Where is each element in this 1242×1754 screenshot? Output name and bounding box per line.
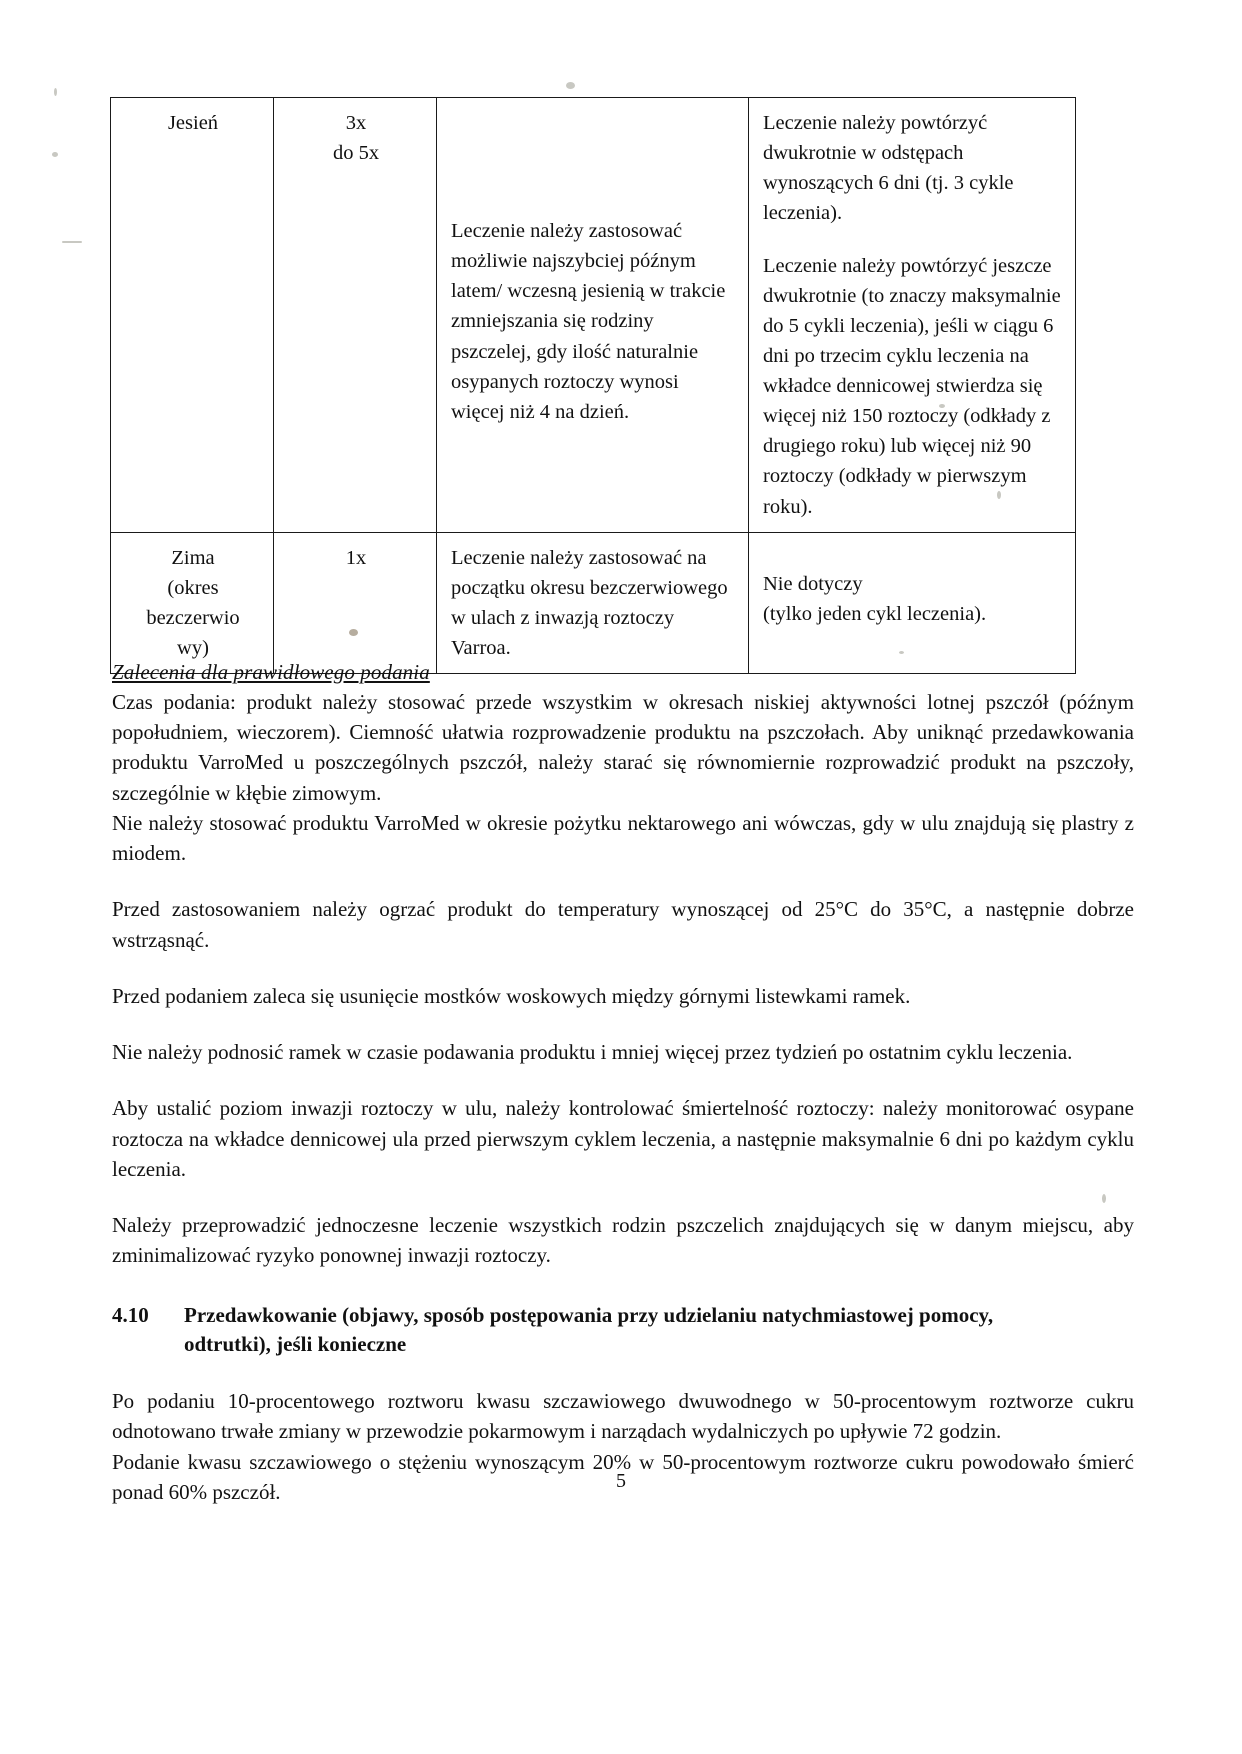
cell-repetition-winter xyxy=(749,532,1076,674)
season-line-4: wy) xyxy=(177,637,209,659)
table-row xyxy=(111,98,1076,533)
dosing-schedule-table xyxy=(110,97,1076,674)
table-row xyxy=(111,532,1076,674)
paragraph-overdose-2: Podanie kwasu szczawiowego o stężeniu wynoszącym 20% w 50-procentowym roztworze cukru powodowało śmierć ponad 60% pszczół. xyxy=(112,1449,1134,1504)
paragraph-simultaneous-treatment: Należy przeprowadzić jednoczesne leczenie wszystkich rodzin pszczelich znajdujących się w danym miejscu, aby zminimalizować ryzyko ponownej inwazji roztoczy. xyxy=(112,1213,1134,1268)
section-410-number: 4.10 xyxy=(112,1302,149,1327)
season-line-1: Zima xyxy=(171,546,215,569)
body-content xyxy=(112,660,1134,1507)
repetition-paragraph-1: Nie dotyczy xyxy=(763,572,863,595)
page-number: 5 xyxy=(616,1470,626,1492)
section-410-heading xyxy=(112,1301,1134,1361)
repetition-paragraph-1: Leczenie należy powtórzyć dwukrotnie w odstępach wynoszących 6 dni (tj. 3 cykle leczenia). xyxy=(763,112,1014,225)
repetition-paragraph-2: (tylko jeden cykl leczenia). xyxy=(763,602,987,625)
count-line-1: 1x xyxy=(345,546,367,569)
scan-speck xyxy=(54,88,57,96)
scan-speck xyxy=(62,241,82,243)
cell-season-autumn xyxy=(111,98,274,533)
description-text: Leczenie należy zastosować możliwie najszybciej późnym latem/ wczesną jesienią w trakcie zmniejszania się rodziny pszczelej, gdy ilość naturalnie osypanych roztoczy wynosi więcej niż 4 na dzień. xyxy=(451,220,726,423)
repetition-paragraph-2: Leczenie należy powtórzyć jeszcze dwukrotnie (to znaczy maksymalnie do 5 cykli leczenia), jeśli w ciągu 6 dni po trzecim cyklu leczenia na wkładce dennicowej stwierdza się więcej niż 150 roztoczy (odkłady z drugiego roku) lub więcej niż 90 roztoczy (odkłady w pierwszym roku). xyxy=(763,254,1061,518)
paragraph-wax-bridges: Przed podaniem zaleca się usunięcie mostków woskowych między górnymi listewkami ramek. xyxy=(112,983,911,1008)
cell-count-autumn xyxy=(274,98,437,533)
cell-count-winter xyxy=(274,532,437,674)
section-heading-recommendations: Zalecenia dla prawidłowego podania xyxy=(112,660,430,684)
scan-speck xyxy=(52,152,58,157)
scan-speck xyxy=(566,82,575,89)
cell-description-winter xyxy=(437,532,749,674)
section-410-title xyxy=(184,1301,1134,1361)
description-text: Leczenie należy zastosować na początku okresu bezczerwiowego w ulach z inwazją roztoczy Varroa. xyxy=(451,546,728,659)
paragraph-overdose-1: Po podaniu 10-procentowego roztworu kwasu szczawiowego dwuwodnego w 50-procentowym roztworze cukru odnotowano trwałe zmiany w przewodzie pokarmowym i narządach wydalniczych po upływie 72 godzin. xyxy=(112,1389,1134,1444)
paragraph-frames: Nie należy podnosić ramek w czasie podawania produktu i mniej więcej przez tydzień po ostatnim cyklu leczenia. xyxy=(112,1040,1073,1065)
season-label: Jesień xyxy=(167,112,219,134)
dosing-schedule-table-wrapper xyxy=(110,97,1061,674)
section-410-title-line-2: odtrutki), jeśli konieczne xyxy=(184,1332,407,1357)
paragraph-warming: Przed zastosowaniem należy ogrzać produkt do temperatury wynoszącej od 25°C do 35°C, a następnie dobrze wstrząsnąć. xyxy=(112,897,1134,952)
season-line-2: (okres xyxy=(167,576,219,599)
section-410-title-line-1: Przedawkowanie (objawy, sposób postępowania przy udzielaniu natychmiastowej pomocy, xyxy=(184,1302,994,1327)
season-line-3: bezczerwio xyxy=(146,606,240,629)
paragraph-nectar-flow: Nie należy stosować produktu VarroMed w okresie pożytku nektarowego ani wówczas, gdy w ulu znajdują się plastry z miodem. xyxy=(112,810,1134,866)
count-line-2: do 5x xyxy=(332,142,380,165)
paragraph-gap xyxy=(763,229,1063,251)
cell-season-winter xyxy=(111,532,274,674)
count-line-1: 3x xyxy=(345,112,367,134)
cell-repetition-autumn xyxy=(749,98,1076,533)
cell-description-autumn xyxy=(437,98,749,533)
paragraph-administration-time: Czas podania: produkt należy stosować przede wszystkim w okresach niskiej aktywności lotnej pszczół (późnym popołudniem, wieczorem). Ciemność ułatwia rozprowadzenie produktu na pszczołach. Aby uniknąć przedawkowania produktu VarroMed u poszczególnych pszczół, należy starać się równomiernie rozprowadzić produkt na pszczoły, szczególnie w kłębie zimowym. xyxy=(112,690,1134,805)
paragraph-monitoring: Aby ustalić poziom inwazji roztoczy w ulu, należy kontrolować śmiertelność roztoczy: należy monitorować osypane roztocza na wkładce dennicowej ula przed pierwszym cyklem leczenia, a następnie maksymalnie 6 dni po każdym cyklu leczenia. xyxy=(112,1096,1134,1181)
